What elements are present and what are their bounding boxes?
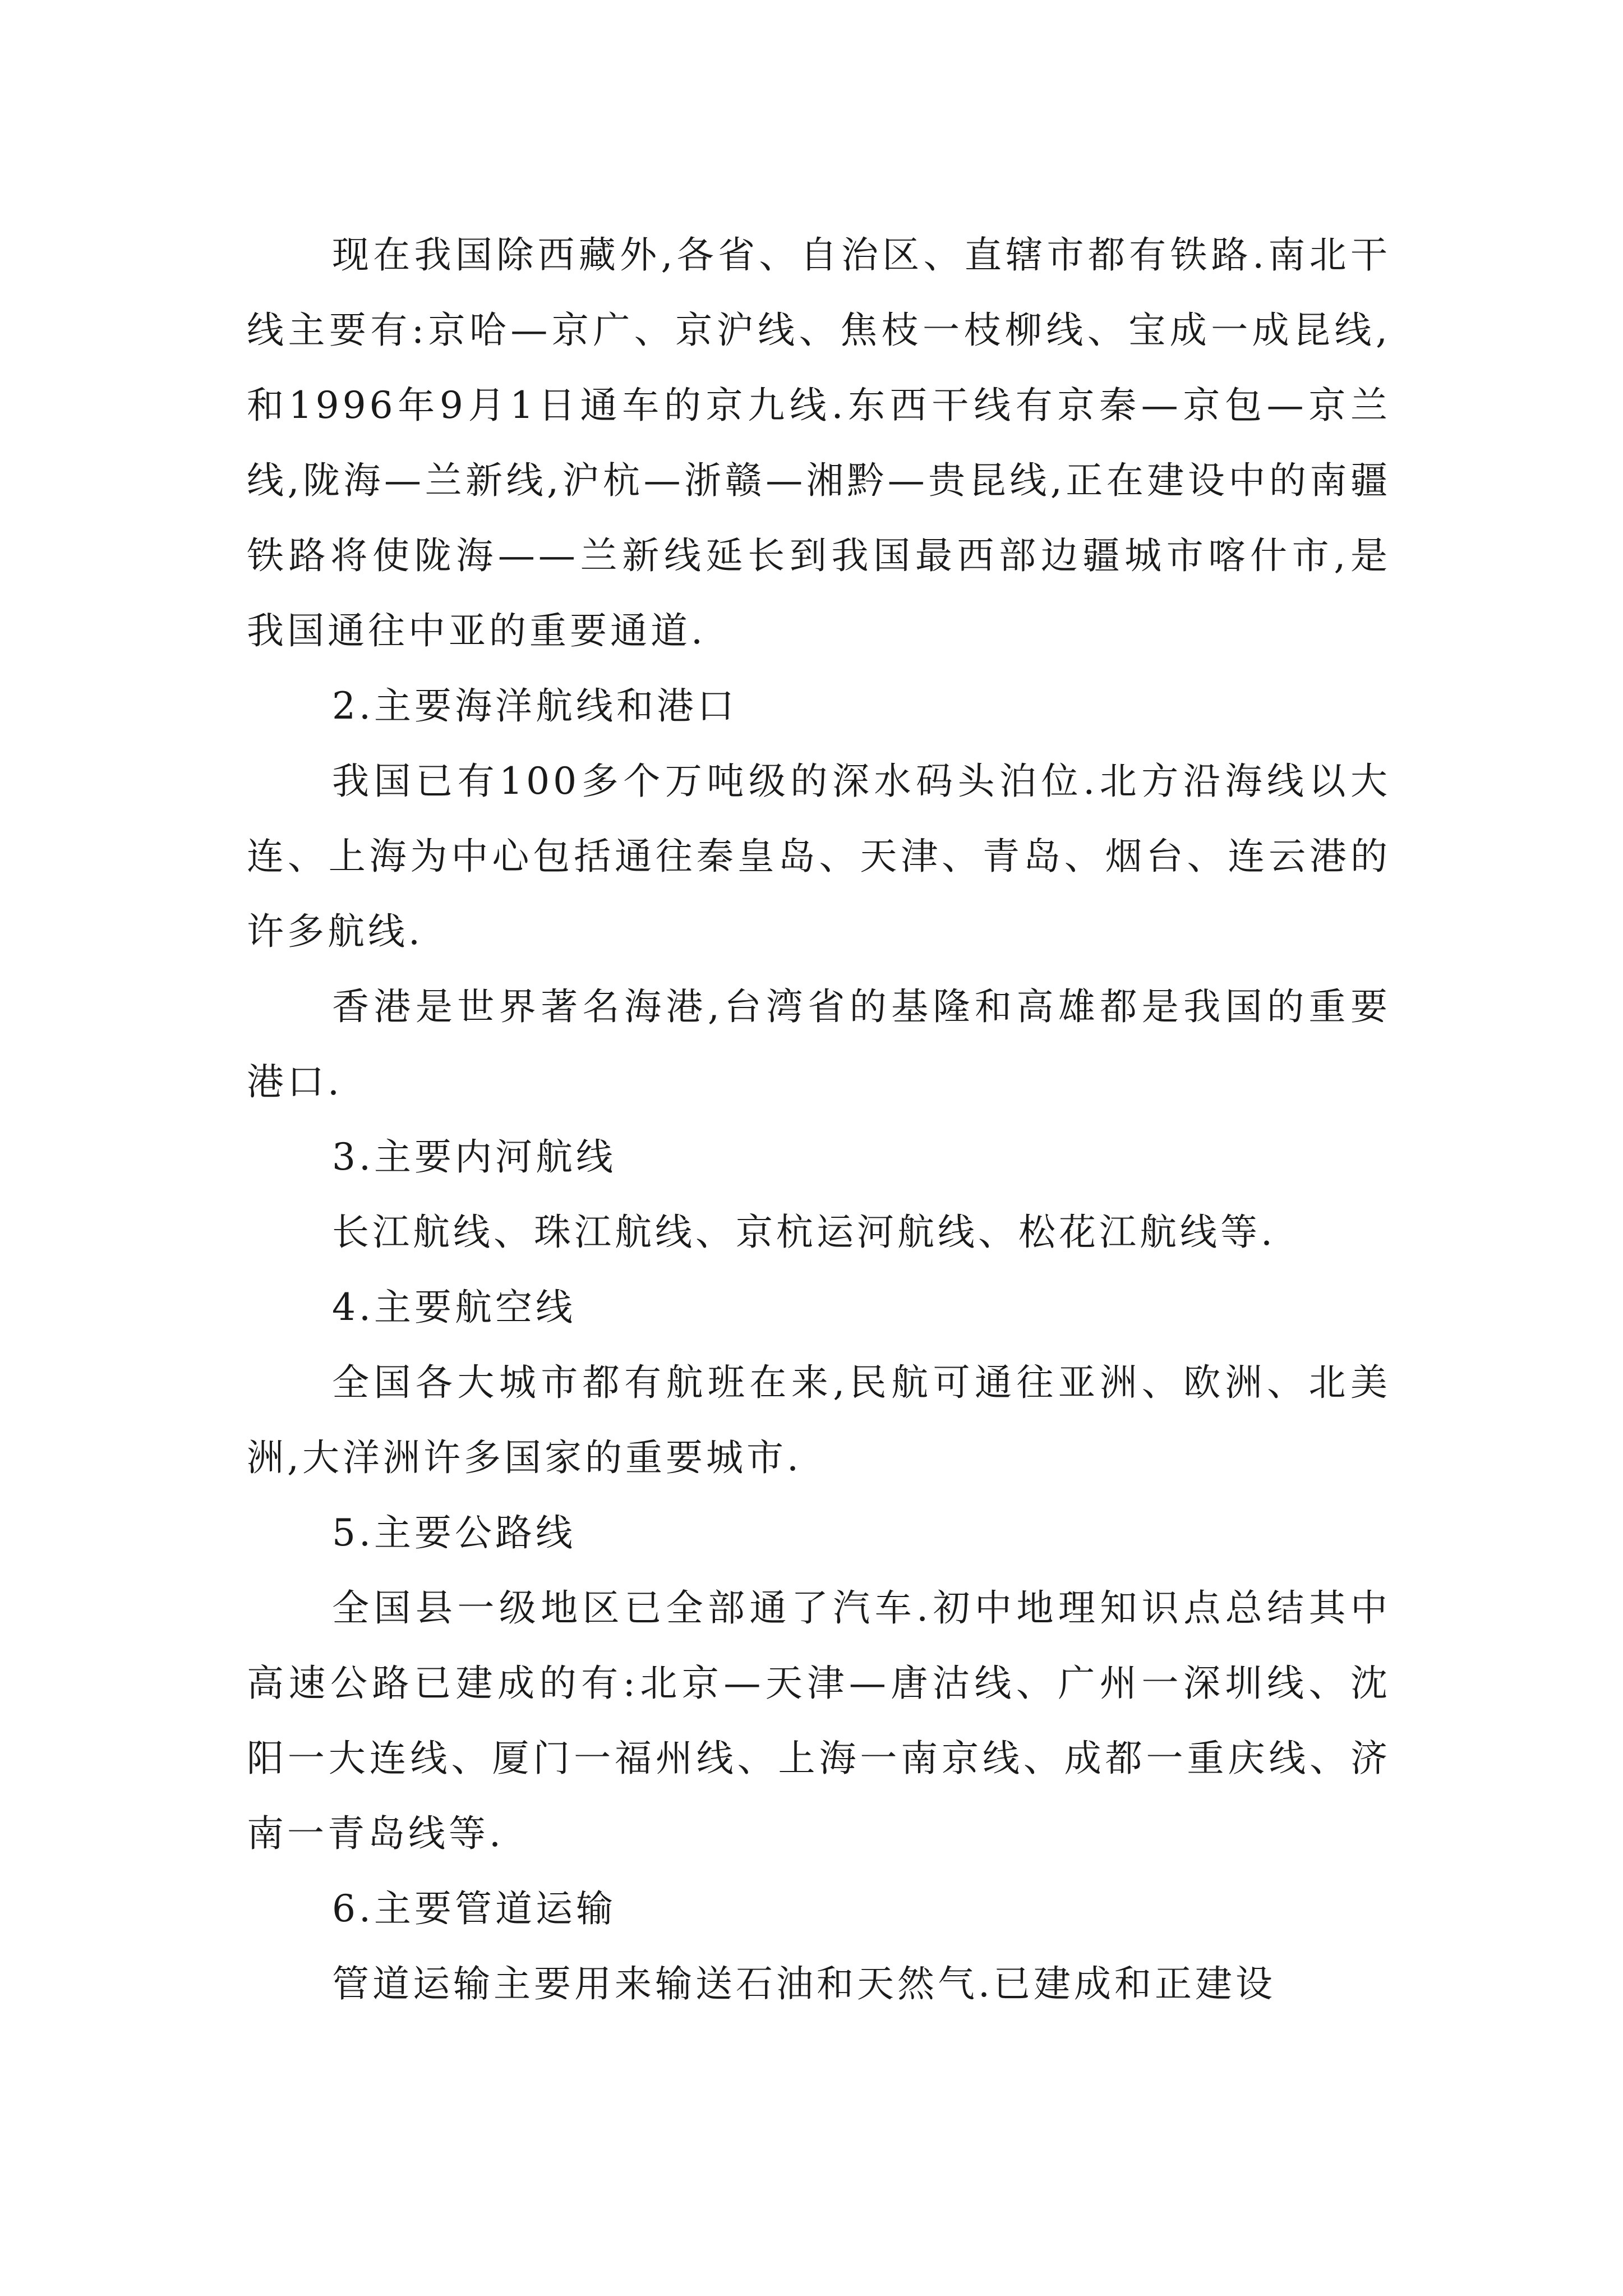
paragraph-pipelines: 管道运输主要用来输送石油和天然气.已建成和正建设	[332, 1962, 1276, 2005]
paragraph-highways: 全国县一级地区已全部通了汽车.初中地理知识点总结其中高速公路已建成的有:北京—天津—唐沽线、广州一深圳线、沈阳一大连线、厦门一福州线、上海一南京线、成都一重庆线、济南一青岛线等.	[247, 1586, 1391, 1855]
heading-air-routes: 4.主要航空线	[332, 1286, 576, 1329]
paragraph-ports: 香港是世界著名海港,台湾省的基隆和高雄都是我国的重要港口.	[247, 985, 1391, 1103]
heading-sea-routes: 2.主要海洋航线和港口	[332, 684, 737, 728]
paragraph-deepwater-berths: 我国已有100多个万吨级的深水码头泊位.北方沿海线以大连、上海为中心包括通往秦皇岛、天津、青岛、烟台、连云港的许多航线.	[247, 760, 1391, 953]
heading-highways: 5.主要公路线	[332, 1511, 576, 1554]
heading-inland-waterways: 3.主要内河航线	[332, 1135, 616, 1179]
paragraph-inland-waterways: 长江航线、珠江航线、京杭运河航线、松花江航线等.	[332, 1211, 1276, 1254]
paragraph-air-routes: 全国各大城市都有航班在来,民航可通往亚洲、欧洲、北美洲,大洋洲许多国家的重要城市.	[247, 1361, 1391, 1479]
paragraph-railways: 现在我国除西藏外,各省、自治区、直辖市都有铁路.南北干线主要有:京哈—京广、京沪线、焦枝一枝柳线、宝成一成昆线,和1996年9月1日通车的京九线.东西干线有京秦—京包—京兰线,陇海—兰新线,沪杭—浙赣—湘黔—贵昆线,正在建设中的南疆铁路将使陇海——兰新线延长到我国最西部边疆城市喀什市,是我国通往中亚的重要通道.	[247, 233, 1391, 652]
document-body	[247, 218, 1391, 2022]
heading-pipelines: 6.主要管道运输	[332, 1887, 616, 1930]
